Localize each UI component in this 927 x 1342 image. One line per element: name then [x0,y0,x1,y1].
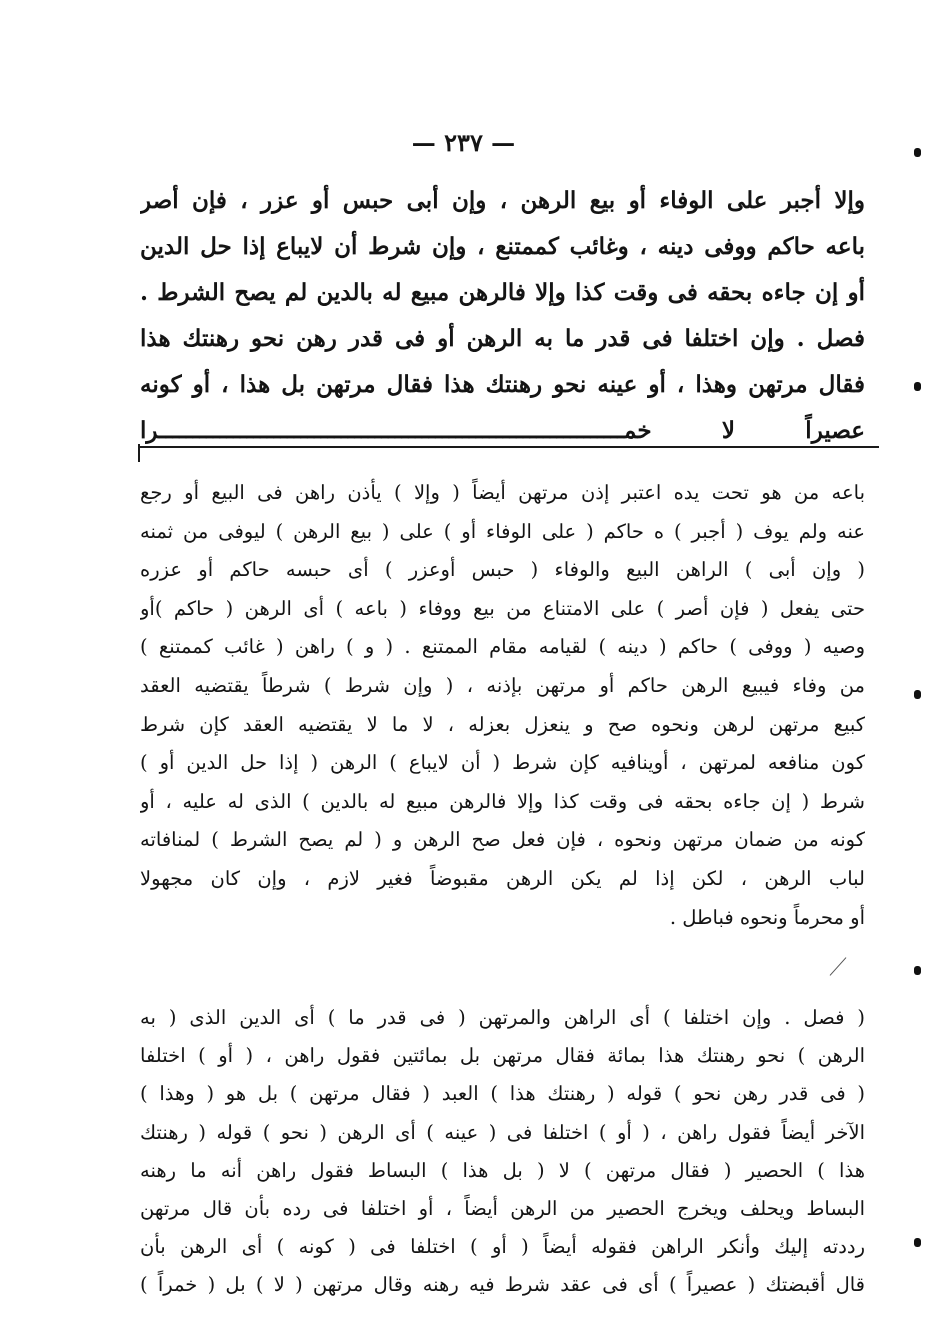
commentary-line: وصيه ( ووفى ) حاكم ( دينه ) لقيامه مقام الممتنع . ( و ) راهن ( غائب كممتنع ) [140,635,865,659]
stray-pen-mark [830,957,847,976]
commentary-line: ( وإن أبى ) الراهن البيع والوفاء ( حبس أوعزر ) أى حبسه حاكم أو عزره [140,558,865,582]
section-divider-rule [138,446,879,448]
commentary-line: من وفاء فيبيع الرهن حاكم أو مرتهن بإذنه ، ( وإن شرط ) شرطاً يقتضيه العقد [140,673,865,697]
margin-binding-dot [914,148,921,157]
margin-binding-dot [914,382,921,391]
commentary-block-lower [140,999,865,1305]
main-text-line: أو إن جاءه بحقه فى وقت كذا وإلا فالرهن مبيع له بالدين لم يصح الشرط . [140,279,865,306]
divider-tick [138,444,140,462]
margin-binding-dot [914,966,921,975]
margin-binding-dot [914,1238,921,1247]
commentary-line: ( فصل . وإن اختلفا ) أى الراهن والمرتهن ( فى قدر ما ) أى الدين الذى ( به [140,1006,865,1029]
main-text-line: فصل . وإن اختلفا فى قدر ما به الرهن أو فى قدر رهن نحو رهنتك هذا [140,325,865,352]
margin-binding-dot [914,690,921,699]
main-text-line: وإلا أجبر على الوفاء أو بيع الرهن ، وإن أبى حبس أو عزر ، فإن أصر [140,187,865,214]
commentary-line: لباب الرهن ، لكن إذا لم يكن الرهن مقبوضاً فغير لازم ، وإن كان مجهولا [140,866,865,890]
main-text-line: عصيراً لا خمـــــــــــــــــــــــــــــــــــــــــــــــــــــــــــــــــــــرا [140,417,865,444]
commentary-line: كبيع مرتهن لرهن ونحوه صح و ينعزل بعزله ، لا ما لا يقتضيه العقد كإن شرط [140,712,865,736]
commentary-line: عنه ولم يوف ( أجبر ) ه حاكم ( على الوفاء أو ) على ( بيع الرهن ) ليوفى من ثمنه [140,519,865,543]
commentary-block-upper [140,474,865,937]
commentary-line: باعه من هو تحت يده اعتبر إذن مرتهن أيضاً ( وإلا ) يأذن راهن فى البيع أو رجع [140,481,865,504]
commentary-line: حتى يفعل ( فإن أصر ) على الامتناع من بيع ووفاء ( باعه ) أى الرهن ( حاكم )أو [140,596,865,620]
commentary-line: الرهن ) نحو رهنتك هذا بمائة فقال مرتهن بل بمائتين فقول راهن ، ( أو ) اختلفا [140,1044,865,1068]
main-text-block [140,178,865,454]
commentary-line: الآخر أيضاً فقول راهن ، ( أو ) اختلفا فى ( عينه ) أى الرهن ( نحو ) قوله ( رهنتك [140,1120,865,1144]
commentary-line: البساط ويحلف ويخرج الحصير من الرهن أيضاً ، أو اختلفا فى رده بأن قال مرتهن [140,1196,865,1220]
commentary-line: كون منافعه لمرتهن ، أوينافيه كإن شرط ( أن لايباع ) الرهن ( إذا حل الدين أو ) [140,751,865,775]
commentary-line: أو محرماً ونحوه فباطل . [669,905,865,929]
main-text-line: باعه حاكم ووفى دينه ، وغائب كممتنع ، وإن شرط أن لايباع إذا حل الدين [140,233,865,260]
commentary-line: رددته إليك وأنكر الراهن فقوله أيضاً ( أو ) اختلفا فى ( كونه ) أى الرهن بأن [140,1235,865,1259]
main-text-line: فقال مرتهن وهذا ، أو عينه نحو رهنتك هذا فقال مرتهن بل هذا ، أو كونه [140,371,865,398]
commentary-line: ( فى قدر رهن نحو ) قوله ( رهنتك هذا ) العبد ( فقال مرتهن ) بل هو ( وهذا ) [140,1082,865,1106]
commentary-line: قال أقبضتك ( عصيراً ) أى فى عقد شرط فيه رهنه وقال مرتهن ( لا ) بل ( خمراً ) [140,1273,865,1297]
page-number: — ٢٣٧ — [411,128,516,157]
commentary-line: هذا ) الحصير ( فقال مرتهن ) لا ( بل هذا ) البساط فقول راهن أنه ما رهنه [140,1158,865,1182]
commentary-line: شرط ( إن جاءه بحقه فى وقت كذا وإلا فالرهن مبيع له بالدين ) الذى له عليه ، أو [140,789,865,813]
commentary-line: كونه من ضمان مرتهن ونحوه ، فإن فعل صح الرهن و ( لم يصح الشرط ) لمنافاته [140,828,865,852]
